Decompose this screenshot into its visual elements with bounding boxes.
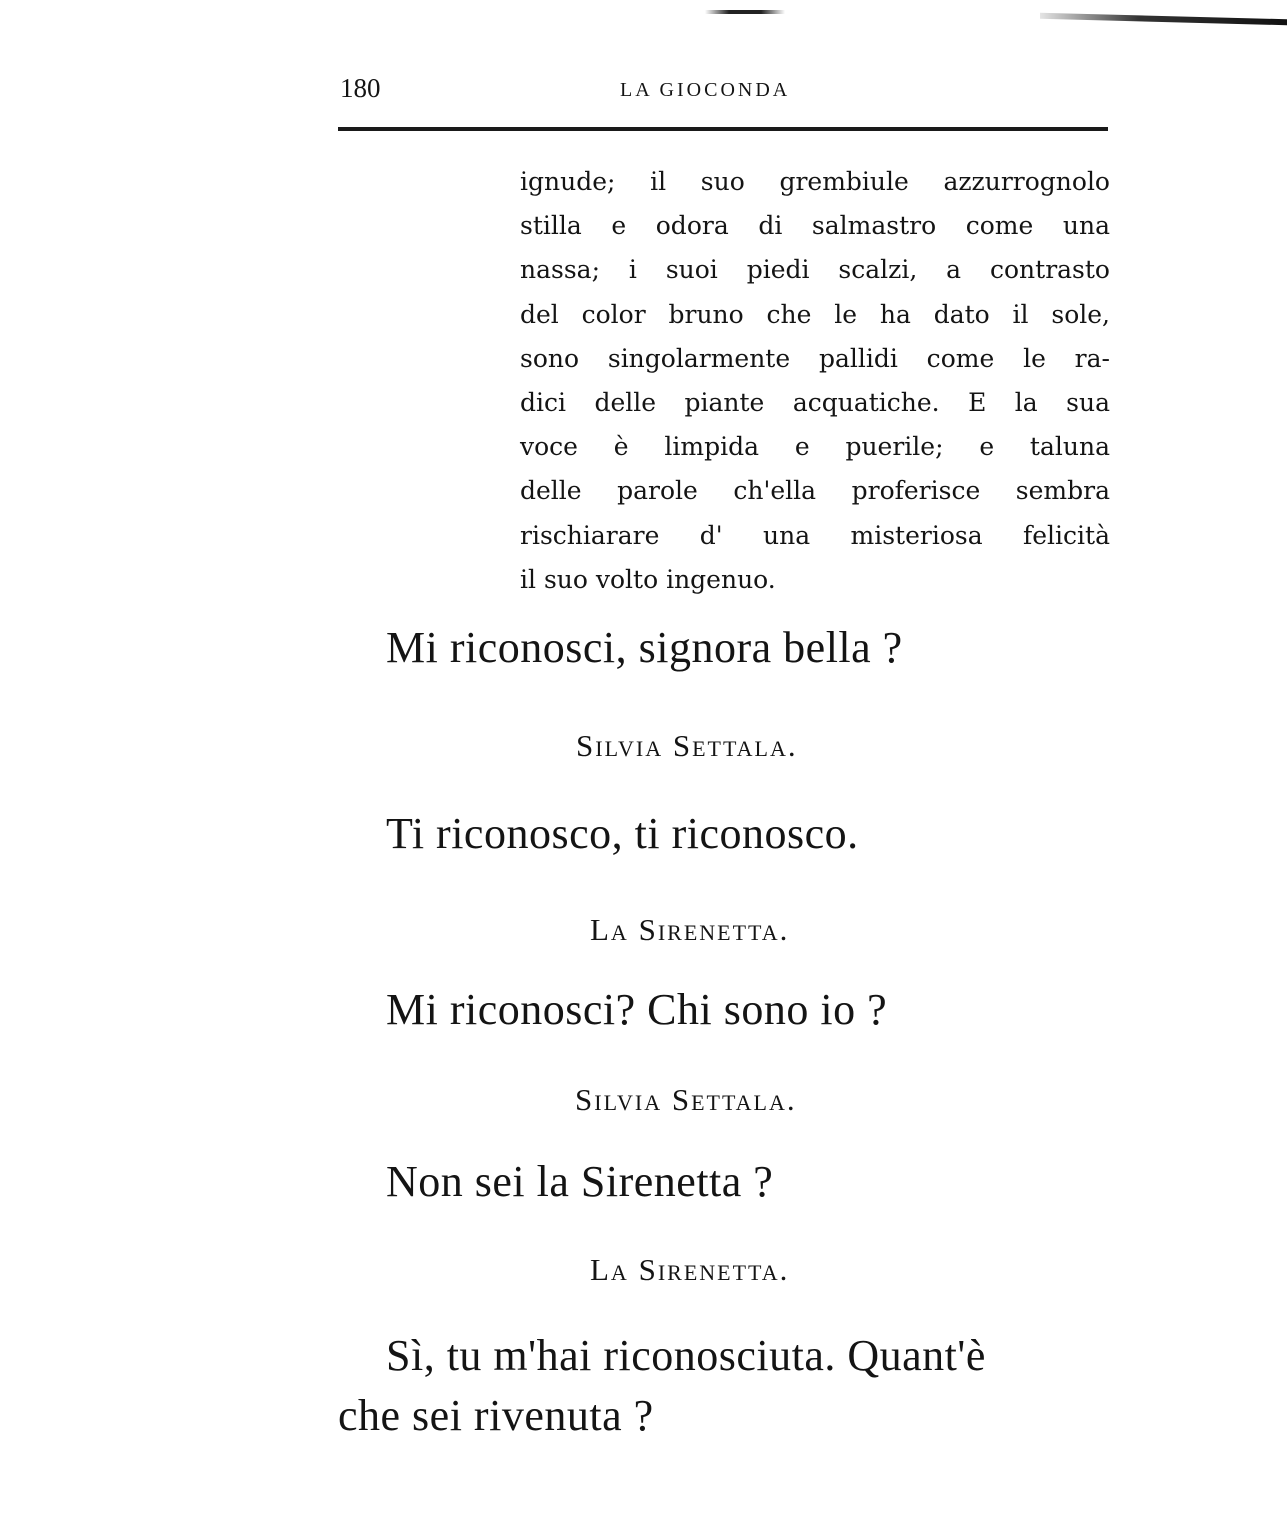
speech-line: Ti riconosco, ti riconosco. bbox=[386, 809, 859, 858]
stage-direction-line: stilla e odora di salmastro come una bbox=[520, 211, 1110, 241]
stage-direction-line: voce è limpida e puerile; e taluna bbox=[520, 432, 1110, 462]
stage-direction-line: sono singolarmente pallidi come le ra- bbox=[520, 343, 1110, 373]
header-rule bbox=[338, 127, 1108, 131]
stage-direction-line: dici delle piante acquatiche. E la sua bbox=[520, 388, 1110, 418]
stage-direction-line: delle parole ch'ella proferisce sembra bbox=[520, 476, 1110, 506]
scan-artifact-top bbox=[705, 10, 785, 14]
stage-direction-line: ignude; il suo grembiule azzurrognolo bbox=[520, 167, 1110, 196]
speech-line-continuation: che sei rivenuta ? bbox=[338, 1391, 654, 1440]
speaker-name: La Sirenetta. bbox=[590, 1252, 790, 1287]
speaker-name: Silvia Settala. bbox=[576, 728, 798, 763]
speech-line: Mi riconosci, signora bella ? bbox=[386, 623, 903, 672]
speech-line: Mi riconosci? Chi sono io ? bbox=[386, 985, 888, 1034]
scan-artifact-top-right bbox=[1040, 13, 1287, 25]
speech-line: Sì, tu m'hai riconosciuta. Quant'è bbox=[386, 1331, 986, 1380]
stage-direction-line: il suo volto ingenuo. bbox=[520, 564, 776, 594]
stage-direction-line: nassa; i suoi piedi scalzi, a contrasto bbox=[520, 255, 1110, 285]
speaker-name: Silvia Settala. bbox=[575, 1082, 797, 1117]
stage-direction bbox=[520, 160, 1110, 602]
speaker-name: La Sirenetta. bbox=[590, 912, 790, 947]
speech-line: Non sei la Sirenetta ? bbox=[386, 1157, 774, 1206]
stage-direction-line: del color bruno che le ha dato il sole, bbox=[520, 299, 1110, 329]
running-title: LA GIOCONDA bbox=[620, 79, 791, 101]
page-number: 180 bbox=[340, 73, 381, 103]
stage-direction-line: rischiarare d' una misteriosa felicità bbox=[520, 520, 1110, 550]
